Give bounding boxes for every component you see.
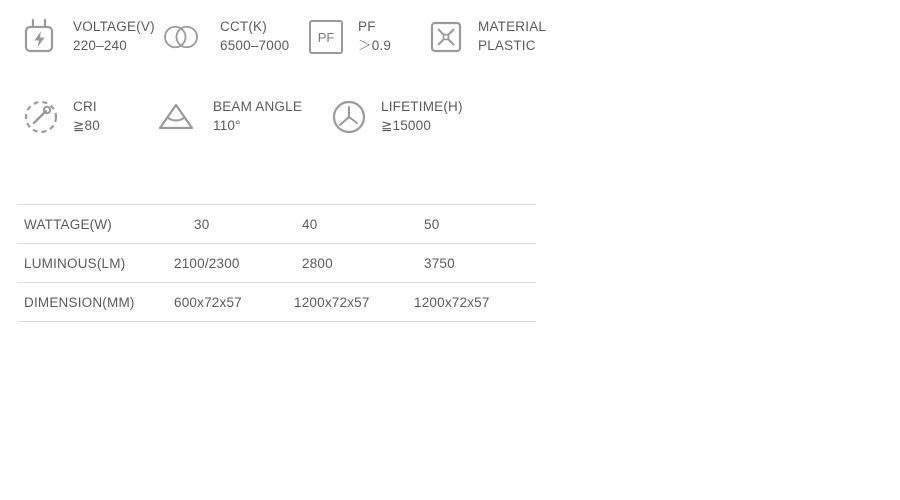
spec-label-beam-angle: BEAM ANGLE <box>213 99 303 115</box>
two-circles-cct-icon <box>158 14 204 60</box>
spec-item-cri <box>18 94 148 140</box>
pf-box-label: PF <box>309 20 343 54</box>
spec-text-material <box>478 18 546 55</box>
spec-text-pf <box>358 18 391 55</box>
table-cell: 1200x72x57 <box>414 283 536 322</box>
spec-value-voltage: 220–240 <box>73 38 127 53</box>
pf-box-icon <box>303 14 349 60</box>
spec-value-beam-angle: 110° <box>213 118 241 133</box>
specifications-row-1 <box>18 14 628 72</box>
spec-text-lifetime <box>381 98 463 135</box>
spec-item-voltage <box>18 14 158 60</box>
spec-text-cct <box>220 18 289 55</box>
spec-label-voltage: VOLTAGE(V) <box>73 19 155 35</box>
spec-item-beam-angle <box>148 94 326 140</box>
table-cell: 600x72x57 <box>174 283 294 322</box>
table-cell: 1200x72x57 <box>294 283 414 322</box>
table-row <box>18 205 536 244</box>
spec-text-cri <box>73 98 100 135</box>
table-cell: 3750 <box>414 244 536 283</box>
lifetime-clock-icon <box>326 94 372 140</box>
table-cell: 2800 <box>294 244 414 283</box>
spec-item-pf <box>303 14 423 60</box>
table-row <box>18 283 536 322</box>
spec-value-pf: ＞0.9 <box>358 38 392 53</box>
table-row-label: LUMINOUS(LM) <box>18 244 174 283</box>
beam-angle-icon <box>148 94 204 140</box>
spec-label-material: MATERIAL <box>478 19 547 35</box>
spec-value-cri: ≧80 <box>73 118 100 133</box>
table-cell: 50 <box>414 205 536 244</box>
material-square-icon <box>423 14 469 60</box>
table-row-label: WATTAGE(W) <box>18 205 174 244</box>
spec-label-cct: CCT(K) <box>220 19 267 35</box>
spec-item-lifetime <box>326 94 506 140</box>
specifications-grid <box>18 14 628 156</box>
spec-label-cri: CRI <box>73 99 97 115</box>
table-top-rule <box>18 196 536 205</box>
spec-label-pf: PF <box>358 19 376 35</box>
table-cell: 40 <box>294 205 414 244</box>
spec-item-cct <box>158 14 303 60</box>
cri-dashed-circle-icon <box>18 94 64 140</box>
plug-bolt-icon <box>18 14 64 60</box>
spec-label-lifetime: LIFETIME(H) <box>381 99 463 115</box>
table-cell: 30 <box>174 205 294 244</box>
spec-value-cct: 6500–7000 <box>220 38 290 53</box>
spec-text-voltage <box>73 18 155 55</box>
table-row-label: DIMENSION(MM) <box>18 283 174 322</box>
spec-value-material: PLASTIC <box>478 38 536 53</box>
spec-text-beam-angle <box>213 98 302 135</box>
specification-table <box>18 196 536 322</box>
specifications-row-2 <box>18 94 628 156</box>
spec-value-lifetime: ≧15000 <box>381 118 432 133</box>
spec-item-material <box>423 14 583 60</box>
table-row <box>18 244 536 283</box>
table-cell: 2100/2300 <box>174 244 294 283</box>
